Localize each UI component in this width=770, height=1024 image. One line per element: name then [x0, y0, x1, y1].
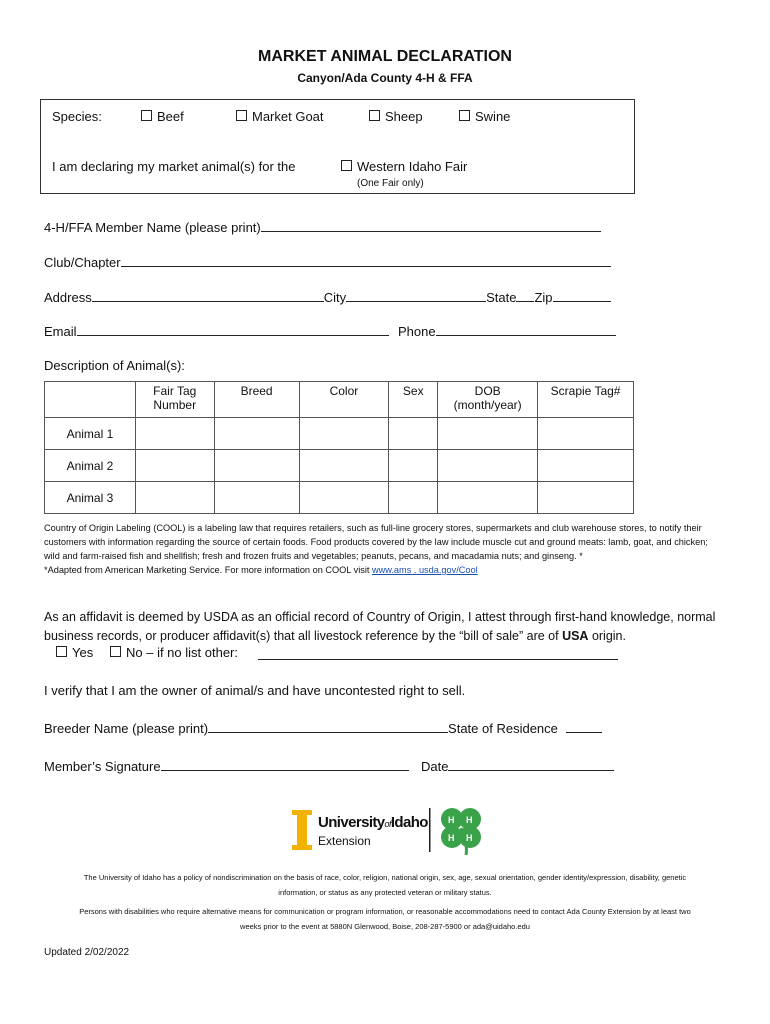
- email-label: Email: [44, 324, 77, 339]
- header-scrapie-tag: Scrapie Tag#: [538, 382, 634, 418]
- zip-label: Zip: [534, 290, 553, 305]
- fair-option-western-idaho[interactable]: [341, 159, 467, 174]
- header-color: Color: [299, 382, 389, 418]
- member-name-field[interactable]: [44, 219, 601, 235]
- logo-of: of: [384, 819, 391, 829]
- logo-wordmark: [318, 814, 428, 831]
- checkbox[interactable]: [369, 110, 380, 121]
- header-sex: Sex: [389, 382, 438, 418]
- logo-idaho: Idaho: [390, 814, 428, 831]
- verify-statement: I verify that I am the owner of animal/s and have uncontested right to sell.: [44, 683, 466, 698]
- row-label: Animal 3: [45, 482, 136, 514]
- option-label: Beef: [157, 109, 184, 124]
- checkbox[interactable]: [56, 646, 67, 657]
- club-line[interactable]: [121, 254, 611, 267]
- checkbox[interactable]: [110, 646, 121, 657]
- address-line[interactable]: [92, 289, 324, 302]
- accommodation-notice: [40, 904, 730, 934]
- other-origin-line[interactable]: [258, 647, 618, 660]
- signature-label: Member’s Signature: [44, 759, 161, 774]
- nondiscrimination-notice: [40, 870, 730, 900]
- svg-text:H: H: [466, 815, 473, 825]
- animals-heading: Description of Animal(s):: [44, 358, 185, 373]
- breeder-label: Breeder Name (please print): [44, 721, 209, 736]
- table-row: [45, 482, 634, 514]
- table-cell[interactable]: [135, 450, 214, 482]
- zip-line[interactable]: [553, 289, 611, 302]
- date-line[interactable]: [448, 758, 614, 771]
- clover-icon: [438, 805, 484, 857]
- table-cell[interactable]: [214, 482, 299, 514]
- state-label: State: [486, 290, 517, 305]
- table-cell[interactable]: [389, 450, 438, 482]
- origin-yes-option[interactable]: [56, 645, 93, 660]
- svg-text:H: H: [448, 815, 455, 825]
- state-residence-line[interactable]: [566, 720, 602, 733]
- checkbox[interactable]: [341, 160, 352, 171]
- table-row: [45, 450, 634, 482]
- header-dob: DOB (month/year): [438, 382, 538, 418]
- form-title: MARKET ANIMAL DECLARATION: [258, 48, 512, 65]
- university-logo: [290, 800, 490, 860]
- animals-table: [44, 381, 634, 514]
- option-label: Swine: [475, 109, 511, 124]
- affidavit-paragraph: [44, 608, 734, 646]
- address-label: Address: [44, 290, 92, 305]
- checkbox[interactable]: [141, 110, 152, 121]
- table-cell[interactable]: [214, 450, 299, 482]
- header-cell-empty: [45, 382, 136, 418]
- table-cell[interactable]: [214, 418, 299, 450]
- logo-extension: Extension: [318, 834, 371, 848]
- club-field[interactable]: [44, 254, 611, 270]
- nondiscrimination-line-2: information, or status as any protected veteran or military status.: [278, 888, 492, 897]
- state-line[interactable]: [516, 289, 534, 302]
- table-cell[interactable]: [438, 418, 538, 450]
- table-cell[interactable]: [299, 482, 389, 514]
- member-name-label: 4-H/FFA Member Name (please print): [44, 220, 261, 235]
- checkbox[interactable]: [236, 110, 247, 121]
- date-field[interactable]: [421, 758, 614, 774]
- cool-adapted: [44, 563, 724, 577]
- no-label: No – if no list other:: [126, 645, 238, 660]
- city-label: City: [323, 290, 347, 305]
- nondiscrimination-line-1: The University of Idaho has a policy of nondiscrimination on the basis of race, color, religion, national origin, sex, age, sexual orientation, gender identity/expression, disability, genetic: [83, 873, 687, 882]
- table-row: [45, 418, 634, 450]
- city-line[interactable]: [346, 289, 486, 302]
- form-subtitle: Canyon/Ada County 4-H & FFA: [297, 71, 473, 85]
- table-cell[interactable]: [438, 482, 538, 514]
- cool-link[interactable]: www.ams . usda.gov/Cool: [371, 565, 478, 575]
- table-cell[interactable]: [538, 482, 634, 514]
- species-option-sheep[interactable]: [369, 109, 423, 124]
- table-cell[interactable]: [389, 482, 438, 514]
- checkbox[interactable]: [459, 110, 470, 121]
- table-cell[interactable]: [438, 450, 538, 482]
- member-name-line[interactable]: [261, 219, 601, 232]
- option-label: Market Goat: [252, 109, 324, 124]
- state-residence-label: State of Residence: [448, 721, 558, 736]
- species-label: Species:: [52, 109, 102, 124]
- yes-label: Yes: [72, 645, 94, 660]
- row-label: Animal 1: [45, 418, 136, 450]
- cool-paragraph: [44, 521, 724, 577]
- email-field[interactable]: [44, 323, 389, 339]
- address-field[interactable]: [44, 289, 611, 305]
- species-box: [40, 99, 635, 194]
- breeder-line[interactable]: [208, 720, 448, 733]
- affidavit-origin: origin.: [588, 629, 626, 643]
- option-label: Western Idaho Fair: [357, 159, 468, 174]
- svg-text:H: H: [448, 833, 455, 843]
- phone-field[interactable]: [398, 323, 616, 339]
- row-label: Animal 2: [45, 450, 136, 482]
- table-cell[interactable]: [135, 418, 214, 450]
- signature-line[interactable]: [161, 758, 409, 771]
- affidavit-usa: USA: [562, 629, 589, 643]
- logo-university: University: [318, 814, 385, 831]
- affidavit-text: As an affidavit is deemed by USDA as an official record of Country of Origin, I attest through first-hand knowledge, normal business records, or producer affidavit(s) that all livestock reference by the “bill of sale” are of: [44, 610, 716, 643]
- updated-date: Updated 2/02/2022: [44, 947, 130, 958]
- option-label: Sheep: [385, 109, 423, 124]
- breeder-name-field[interactable]: [44, 720, 602, 736]
- accommodation-line-2: weeks prior to the event at 5880N Glenwood, Boise, 208-287-5900 or ada@uidaho.edu: [240, 922, 530, 931]
- accommodation-line-1: Persons with disabilities who require alternative means for communication or program information, or reasonable accommodations need to contact Ada County Extension by at least two: [79, 907, 691, 916]
- species-option-swine[interactable]: [459, 109, 510, 124]
- fair-note: (One Fair only): [357, 178, 424, 189]
- svg-text:H: H: [466, 833, 473, 843]
- table-cell[interactable]: [538, 450, 634, 482]
- header-breed: Breed: [214, 382, 299, 418]
- cool-adapted-text: *Adapted from American Marketing Service. For more information on COOL visit: [44, 565, 372, 575]
- table-cell[interactable]: [389, 418, 438, 450]
- signature-field[interactable]: [44, 758, 409, 774]
- table-cell[interactable]: [299, 418, 389, 450]
- email-line[interactable]: [77, 323, 389, 336]
- species-option-market-goat[interactable]: [236, 109, 324, 124]
- club-label: Club/Chapter: [44, 255, 121, 270]
- species-option-beef[interactable]: [141, 109, 184, 124]
- table-cell[interactable]: [538, 418, 634, 450]
- table-cell[interactable]: [135, 482, 214, 514]
- table-header-row: [45, 382, 634, 418]
- declaring-text: I am declaring my market animal(s) for the: [52, 159, 296, 174]
- table-cell[interactable]: [299, 450, 389, 482]
- header-fair-tag: Fair Tag Number: [135, 382, 214, 418]
- cool-text: Country of Origin Labeling (COOL) is a labeling law that requires retailers, such as full-line grocery stores, supermarkets and club warehouse stores, to notify their customers with information regarding the source of certain foods. Food products covered by the law include muscle cut and ground meats: lamb, goat, and chicken; wild and farm-raised fish and shellfish; fresh and frozen fruits and vegetables; peanuts, pecans, and macadamia nuts; and ginseng. *: [44, 523, 708, 561]
- origin-no-option[interactable]: [110, 645, 238, 660]
- date-label: Date: [421, 759, 449, 774]
- phone-label: Phone: [398, 324, 436, 339]
- phone-line[interactable]: [436, 323, 616, 336]
